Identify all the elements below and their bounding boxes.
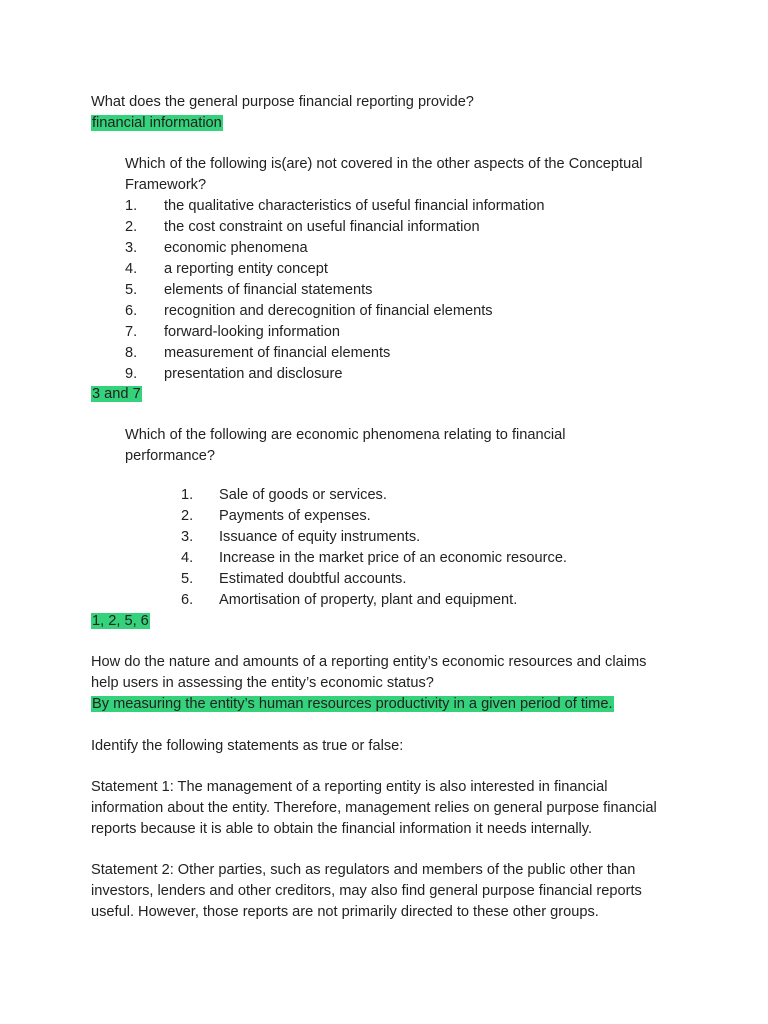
question-2-list-item-number: 1. — [125, 198, 138, 214]
question-2-list-item-number: 4. — [125, 261, 138, 277]
question-1-answer: financial information — [92, 115, 222, 131]
question-3-list-item — [181, 569, 701, 590]
question-3-list-item — [181, 548, 701, 569]
question-1-text: What does the general purpose financial reporting provide? — [91, 94, 474, 110]
question-3-text-line2: performance? — [125, 448, 216, 464]
question-2-list-item-number: 2. — [125, 219, 138, 235]
question-3-list-item-text: Payments of expenses. — [219, 508, 371, 524]
question-3-list-item-number: 6. — [181, 592, 194, 608]
question-3-list-item-text: Estimated doubtful accounts. — [219, 571, 407, 587]
question-2-answer: 3 and 7 — [92, 386, 141, 402]
question-2-text-line2: Framework? — [125, 177, 207, 193]
question-3-list-item-number: 3. — [181, 529, 194, 545]
statement-1-line3: reports because it is able to obtain the financial information it needs internally. — [91, 821, 593, 837]
question-2-list-item — [125, 238, 685, 259]
statement-1 — [91, 777, 711, 840]
question-4-answer: By measuring the entity’s human resources productivity in a given period of time. — [92, 696, 613, 712]
question-3-list-item-number: 2. — [181, 508, 194, 524]
question-3-list-item-text: Issuance of equity instruments. — [219, 529, 421, 545]
question-3-list-item — [181, 485, 701, 506]
question-2-list-item-number: 5. — [125, 282, 138, 298]
question-3-list-item — [181, 506, 701, 527]
statement-2-line1: Statement 2: Other parties, such as regulators and members of the public other than — [91, 862, 636, 878]
question-2-list-item-text: elements of financial statements — [164, 282, 373, 298]
question-3-answer-block — [91, 611, 691, 632]
question-2-list-item — [125, 196, 685, 217]
question-2 — [125, 154, 685, 385]
question-2-list-item-number: 7. — [125, 324, 138, 340]
question-3-text-line1: Which of the following are economic phenomena relating to financial — [125, 427, 566, 443]
question-2-list-item-text: measurement of financial elements — [164, 345, 391, 361]
question-3-list-item-text: Increase in the market price of an economic resource. — [219, 550, 567, 566]
question-3 — [125, 425, 685, 467]
question-3-list-item-number: 4. — [181, 550, 194, 566]
question-3-list-item — [181, 527, 701, 548]
statement-2 — [91, 860, 711, 923]
question-2-list-item — [125, 217, 685, 238]
question-3-answer: 1, 2, 5, 6 — [92, 613, 149, 629]
question-3-list-item — [181, 590, 701, 611]
question-2-list-item-text: recognition and derecognition of financial elements — [164, 303, 493, 319]
question-3-list-item-number: 1. — [181, 487, 194, 503]
question-2-list — [125, 196, 685, 385]
question-2-list-item — [125, 322, 685, 343]
question-2-list-item-text: the qualitative characteristics of useful financial information — [164, 198, 545, 214]
question-2-list-item — [125, 301, 685, 322]
question-4-text-line2: help users in assessing the entity’s economic status? — [91, 675, 434, 691]
question-3-list-item-number: 5. — [181, 571, 194, 587]
question-2-list-item-number: 3. — [125, 240, 138, 256]
question-4-text-line1: How do the nature and amounts of a reporting entity’s economic resources and claims — [91, 654, 647, 670]
statement-2-line3: useful. However, those reports are not primarily directed to these other groups. — [91, 904, 599, 920]
question-2-answer-block — [91, 384, 691, 405]
statement-1-line1: Statement 1: The management of a reporting entity is also interested in financial — [91, 779, 608, 795]
question-2-list-item — [125, 259, 685, 280]
question-5-instruction-text: Identify the following statements as true or false: — [91, 738, 404, 754]
question-2-list-item — [125, 364, 685, 385]
question-2-list-item — [125, 343, 685, 364]
question-5-instruction — [91, 736, 711, 757]
question-2-list-item-number: 6. — [125, 303, 138, 319]
question-3-list-item-text: Amortisation of property, plant and equipment. — [219, 592, 518, 608]
question-2-list-item-text: economic phenomena — [164, 240, 308, 256]
question-2-list-item-text: forward-looking information — [164, 324, 341, 340]
question-2-list-item-number: 8. — [125, 345, 138, 361]
question-3-list — [181, 485, 701, 611]
question-2-list-item — [125, 280, 685, 301]
statement-1-line2: information about the entity. Therefore, management relies on general purpose financial — [91, 800, 657, 816]
question-2-list-item-text: the cost constraint on useful financial information — [164, 219, 480, 235]
question-2-list-item-text: presentation and disclosure — [164, 366, 343, 382]
question-2-list-item-number: 9. — [125, 366, 138, 382]
question-4 — [91, 652, 711, 715]
statement-2-line2: investors, lenders and other creditors, may also find general purpose financial reports — [91, 883, 642, 899]
question-3-list-item-text: Sale of goods or services. — [219, 487, 387, 503]
question-1 — [91, 92, 691, 134]
question-2-text-line1: Which of the following is(are) not covered in the other aspects of the Conceptual — [125, 156, 643, 172]
question-2-list-item-text: a reporting entity concept — [164, 261, 328, 277]
